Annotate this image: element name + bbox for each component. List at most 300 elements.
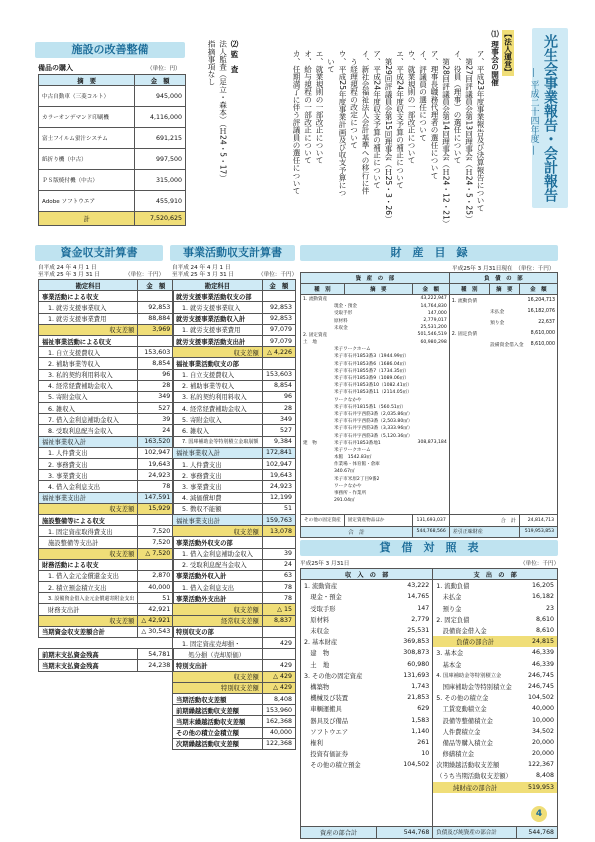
row-label: 基本金 [436,661,462,669]
row-value [414,454,448,461]
table-row [301,317,449,324]
row-value [138,638,174,649]
table-row [301,591,432,602]
row-cell [301,403,332,410]
row-label: 収支差額 [39,548,138,559]
col-header: 摘 要 [39,75,135,86]
row-label: 福祉事業収入計 [173,447,263,458]
row-label: 計 [39,212,135,226]
row-cell [301,497,332,504]
table-row [173,291,296,302]
row-value: 20,000 [531,750,554,758]
row-value: 7,520,625 [135,212,186,226]
row-label: 1. 流動負債 [436,583,470,591]
table-row [301,636,432,647]
row-label: 収支差額 [39,615,138,626]
row-value: 14,765 [407,593,430,601]
row-label: 福祉事業支出計 [39,492,138,503]
row-value [138,335,174,346]
row-cell: 作業場・体育館・倉庫 [333,462,380,468]
ts-right [433,580,557,793]
shikin-date2: 至平成 25 年 3 月 31 日 [38,272,101,278]
left-sum-label: 合 計 [301,526,413,537]
sec1-line: う経理規程の改定について [349,50,359,149]
row-value: 78 [138,481,174,492]
row-label: 1. 借入金利息支出 [173,582,263,593]
row-value: 43,222,947 [420,296,447,302]
row-cell [301,310,332,317]
row-cell [450,306,488,317]
facility-table [38,74,186,226]
row-cell: 本館 1542.83㎡ [333,455,372,461]
row-cell: 米子市石井1815番1（560.51㎡） [333,404,406,410]
row-label: 施設整備等支出計 [39,537,138,548]
row-value [414,482,448,489]
table-row [39,615,174,626]
table-row [301,770,432,781]
row-value [392,782,432,793]
row-label: 5. 徴収不能額 [173,503,263,514]
sec1-line: エ、平成24年度収支予算の補正について [395,50,405,189]
row-label: 2. 補助事業等収入 [173,380,263,391]
table-row [301,759,432,770]
row-label: 当期末繰越活動収支差額 [173,716,263,727]
row-label: 建 物 [304,650,330,658]
taishaku-table [300,568,558,839]
row-value: 25,531 [407,627,430,635]
row-value: 349 [138,391,174,402]
table-row [433,636,557,647]
sec1-line: イ、役員（理事）の選任について [453,50,462,164]
row-value: 308,873 [403,649,430,657]
left-sum-value: 544,768,566 [412,526,449,537]
row-label: ＰＳ版焼付機（中古） [39,170,135,191]
row-value: 629 [417,705,430,713]
row-value [414,425,448,432]
row-label: 3. 私的契約利用料収入 [173,391,263,402]
table-row [39,526,174,537]
row-cell [332,331,415,338]
row-value: 349 [262,414,295,425]
sec1-line: ア、平成23年度事業報告及び決算報告について [476,50,485,212]
row-label: 4. 国庫補助金等特別積立金 [436,673,502,680]
table-row [433,770,557,781]
table-row [173,313,296,324]
row-label: 福祉事業活動による収支 [39,335,138,346]
taishaku-right-head: 支 出 の 部 [433,569,558,580]
row-label: 2. 基本財産 [304,639,338,647]
zaisan-table [300,272,558,538]
table-row [301,748,432,759]
row-value: 131,693 [403,671,430,679]
row-cell: ワークなかや [333,483,362,489]
right-sum-label: 合 計 [449,515,519,526]
row-value: 3,969 [138,324,174,335]
table-row [173,660,296,671]
table-row [173,548,296,559]
table-row [173,738,296,749]
zaisan-right-head: 負 債 の 部 [449,273,557,284]
table-row [301,382,449,389]
table-row [301,489,449,496]
row-value: 527 [262,425,295,436]
row-label: 2. 固定負債 [436,616,470,624]
report-title: 光生会事業報告・会計報告 [542,34,558,202]
row-value: 153,603 [262,369,295,380]
row-value: △ 30,543 [138,626,174,637]
row-label: 原材料 [304,616,330,624]
row-label: 当期末支払資金残高 [39,660,138,671]
row-label: 特別支出計 [173,660,263,671]
row-value: △ 4,226 [262,347,295,358]
row-label: 構築物 [304,683,330,691]
row-cell [332,339,415,346]
row-cell: 2. 固定資産 [303,332,328,338]
row-value [414,497,448,504]
row-value: 261 [417,738,430,746]
table-row [39,459,174,470]
row-value: 19,643 [138,459,174,470]
row-value: 24,923 [262,481,295,492]
taishaku-unit: （単位：千円） [520,561,560,567]
table-row [173,302,296,313]
row-value: 19,643 [262,470,295,481]
table-row [39,559,174,570]
row-value: 97,079 [262,335,295,346]
row-label: 3. 基本金 [436,650,464,658]
table-row [301,670,432,681]
row-label: 負債の部合計 [433,636,517,647]
row-cell: 米子市米原2丁目9番2 [333,476,380,482]
row-value: 8,408 [535,772,554,780]
row-value: 997,500 [135,149,186,170]
sec1-line: エ、就業規則の一部改正について [315,50,324,164]
row-cell [450,339,488,350]
table-row [173,358,296,369]
row-label: Adobe ソフトウエア [39,191,135,212]
facility-caption: 備品の購入 [38,64,73,72]
row-value: 104,502 [527,694,554,702]
row-label: 就労支援事業活動収入計 [173,313,263,324]
row-cell: 米子市石井1855番7（1734.35㎡） [333,368,409,374]
row-cell: 米子ワークホーム [333,447,371,453]
row-value: 13,078 [262,526,295,537]
row-value: 8,837 [262,615,295,626]
ts-footer-value: 544,768 [377,827,433,838]
table-row [450,295,557,306]
row-value: 16,205 [531,582,554,590]
other-asset-value: 131,693,037 [412,515,449,526]
row-cell [301,360,332,367]
row-cell: 340.67㎡ [333,469,355,475]
row-value: 122,368 [262,738,295,749]
row-value [414,346,448,353]
shikin-unit: （単位：千円） [125,272,165,278]
row-value: 42,921 [138,604,174,615]
table-row [173,403,296,414]
row-value: 102,947 [138,447,174,458]
row-cell: ワークなかや [333,397,362,403]
row-label: 4. 減価償却費 [173,492,263,503]
table-row [39,481,174,492]
table-row [173,693,296,704]
row-cell: 2. 固定負債 [451,332,478,338]
row-cell [301,425,332,432]
row-value: △ 42,921 [138,615,174,626]
row-label: 2. 事務費支出 [39,459,138,470]
row-value: 39 [138,414,174,425]
col-header: 金 額 [519,284,557,295]
row-value [414,367,448,374]
zaisan-date: 平成25年 3 月31日現在 （単位：千円） [452,266,555,272]
table-row [173,604,296,615]
row-value [262,291,295,302]
table-row [433,603,557,614]
row-label: 福祉事業収入計 [39,436,138,447]
zaisan-left [301,295,449,503]
row-label: 備品等購入積立金 [436,739,493,747]
row-label: その他の積立預金 [304,762,361,770]
table-row [301,374,449,381]
row-label [301,804,392,815]
table-row [301,439,449,446]
sec1-line: オ、給与規程の一部改正について [303,50,313,164]
row-value: 24,923 [138,470,174,481]
table-row [301,396,449,403]
row-cell [301,303,332,310]
table-row [433,782,557,793]
row-label: 未収金 [304,628,330,636]
table-row [301,815,432,826]
sec1-line: ア、平成24年度収支予算の補正について [372,50,382,189]
table-row [39,447,174,458]
row-value: 22,637 [538,320,555,326]
row-value: 28 [262,403,295,414]
table-row [301,461,449,468]
row-value [262,358,295,369]
row-label: 収支差額 [173,604,263,615]
row-cell: 預り金 [489,321,505,327]
col-header: 摘 要 [344,284,412,295]
row-value [392,793,432,804]
row-label: 特別収支差額 [173,682,263,693]
row-label: 3. 設備資金借入金元金償還寄附金支出 [39,593,138,604]
table-row [433,591,557,602]
sec1-line: ア、理事長職務代理者の選任について [430,50,439,180]
row-cell [301,468,332,475]
row-cell [301,454,332,461]
row-label: 当期活動収支差額 [173,693,263,704]
row-label: 現金・預金 [304,594,342,602]
table-row [173,559,296,570]
row-value: 8,610 [535,627,554,635]
row-value: 1,743 [411,682,430,690]
table-row [39,604,174,615]
row-cell [301,317,332,324]
table-row [39,291,174,302]
row-value: 153,603 [138,347,174,358]
row-value: 8,610,000 [530,342,555,348]
sec2-block [196,40,240,230]
row-label: 車輌運搬具 [304,706,342,714]
row-label: 財務活動による収支 [39,559,138,570]
table-row [173,638,296,649]
row-value: 16,182 [531,593,554,601]
sec1-line: カ、任期満了に伴う評議員の選任について [292,50,301,195]
row-value: 16,182,076 [527,309,555,315]
row-value: 7,520 [138,537,174,548]
row-label: 事業活動による収支 [39,291,138,302]
row-label: 次期繰越活動収支差額 [436,762,500,770]
table-row [450,306,557,317]
table-row [301,339,449,346]
row-label: 修繕積立金 [436,751,475,759]
row-label: 2. 事務費支出 [173,470,263,481]
row-value [414,353,448,360]
row-value: 78 [262,582,295,593]
row-value [414,374,448,381]
row-value [414,432,448,439]
row-label [301,815,392,826]
row-value [414,382,448,389]
table-row [301,782,432,793]
row-value: 8,854 [262,380,295,391]
row-cell: 米子市石井1853番3（1944.99㎡） [333,354,409,360]
facility-title: 施設の改善整備 [35,42,185,58]
table-row [301,681,432,692]
row-value: △ 15 [262,604,295,615]
zaisan-left-head: 資 産 の 部 [301,273,450,284]
row-cell [301,461,332,468]
row-label: 受取手形 [304,605,336,613]
table-row [433,647,557,658]
table-row [173,380,296,391]
row-value: 92,853 [138,302,174,313]
row-label: 前期末支払資金残高 [39,649,138,660]
row-value [262,537,295,548]
row-label: 事業活動外支出計 [173,593,263,604]
row-value [414,461,448,468]
row-value: 429 [262,638,295,649]
row-cell: 建 物 [303,440,317,446]
row-value: 92,853 [262,302,295,313]
row-label: 3. 事業費支出 [39,470,138,481]
row-label: 1. 就労支援事業収入 [173,302,263,313]
row-value [138,291,174,302]
table-row [450,339,557,350]
table-row [301,360,449,367]
row-value: 20,000 [531,738,554,746]
row-value: 40,000 [138,582,174,593]
row-value: 97,079 [262,324,295,335]
row-value: 34,502 [531,727,554,735]
row-label: 財務支出計 [39,604,138,615]
row-cell [301,418,332,425]
row-value: 501,546,519 [417,332,447,338]
table-row [301,353,449,360]
row-value: 10,000 [531,716,554,724]
row-value: 8,408 [262,693,295,704]
table-row [39,593,174,604]
jigyo-title: 事業活動収支計算書 [170,245,295,261]
row-value: 945,000 [135,86,186,107]
jigyo-date1: 自平成 24 年 4 月 1 日 [172,265,231,271]
row-cell: 米子ワークホーム [333,347,371,353]
table-row [301,625,432,636]
row-label: 未払金 [436,594,462,602]
table-row [301,482,449,489]
row-value: 4,116,000 [135,107,186,128]
ts-footer-value: 544,768 [517,827,558,838]
table-row [301,737,432,748]
table-row [301,367,449,374]
row-label: 工賃変動積立金 [436,706,487,714]
row-cell: 原材料 [333,318,348,324]
row-label [301,770,392,781]
row-value: 96 [138,369,174,380]
zaisan-right [450,295,557,350]
table-row [301,497,449,504]
table-row [433,748,557,759]
row-value: 46,339 [531,660,554,668]
net-value: 519,953,853 [519,526,557,537]
row-cell [450,317,488,328]
table-row [39,570,174,581]
table-row [173,514,296,525]
row-value: 43,222 [407,582,430,590]
row-label: 前期繰越活動収支差額 [173,705,263,716]
row-label: 7. 借入金利息補助金収入 [39,414,138,425]
row-value: 46,339 [531,649,554,657]
table-row [173,324,296,335]
row-value: 153,960 [262,705,295,716]
row-value: 78 [262,593,295,604]
table-row [301,804,432,815]
row-value [262,649,295,660]
zaisan-title: 財 産 目 録 [300,245,558,261]
table-row [433,580,557,591]
sec1-line: 第28回評議員会第14回理事会（Ｈ24・12・21） [441,50,451,228]
col-header: 種 別 [449,284,489,295]
jigyo-table [172,279,296,750]
row-cell: 米子市石井字西筋3番（2,035.86㎡） [333,411,413,417]
row-label: 6. 雑収入 [173,425,263,436]
sec1-line: いて [326,50,336,73]
facility-unit: （単位：円） [147,66,181,72]
table-row [173,436,296,447]
right-sum-value: 24,814,713 [519,515,557,526]
table-row [39,548,174,559]
row-cell [301,324,332,331]
row-label: 福祉事業活動収支の部 [173,358,263,369]
row-cell: 米子市石井字西筋3番（3,333.96㎡） [333,426,413,432]
row-cell [301,432,332,439]
table-row [173,470,296,481]
table-row [173,716,296,727]
other-asset-type: その他の固定資産 [301,515,345,526]
table-row [301,295,449,302]
table-row [301,389,449,396]
corp-label: 【法人運営】 [503,30,513,76]
row-label [301,793,392,804]
table-row [301,303,449,310]
row-value: 2,870 [138,570,174,581]
table-row [39,492,174,503]
row-label [39,638,138,649]
sec2-line: 指摘事項なし [207,40,216,86]
row-cell: 1. 流動資産 [303,296,328,302]
report-subtitle: ― 平成二十四年度 ― [528,68,539,155]
